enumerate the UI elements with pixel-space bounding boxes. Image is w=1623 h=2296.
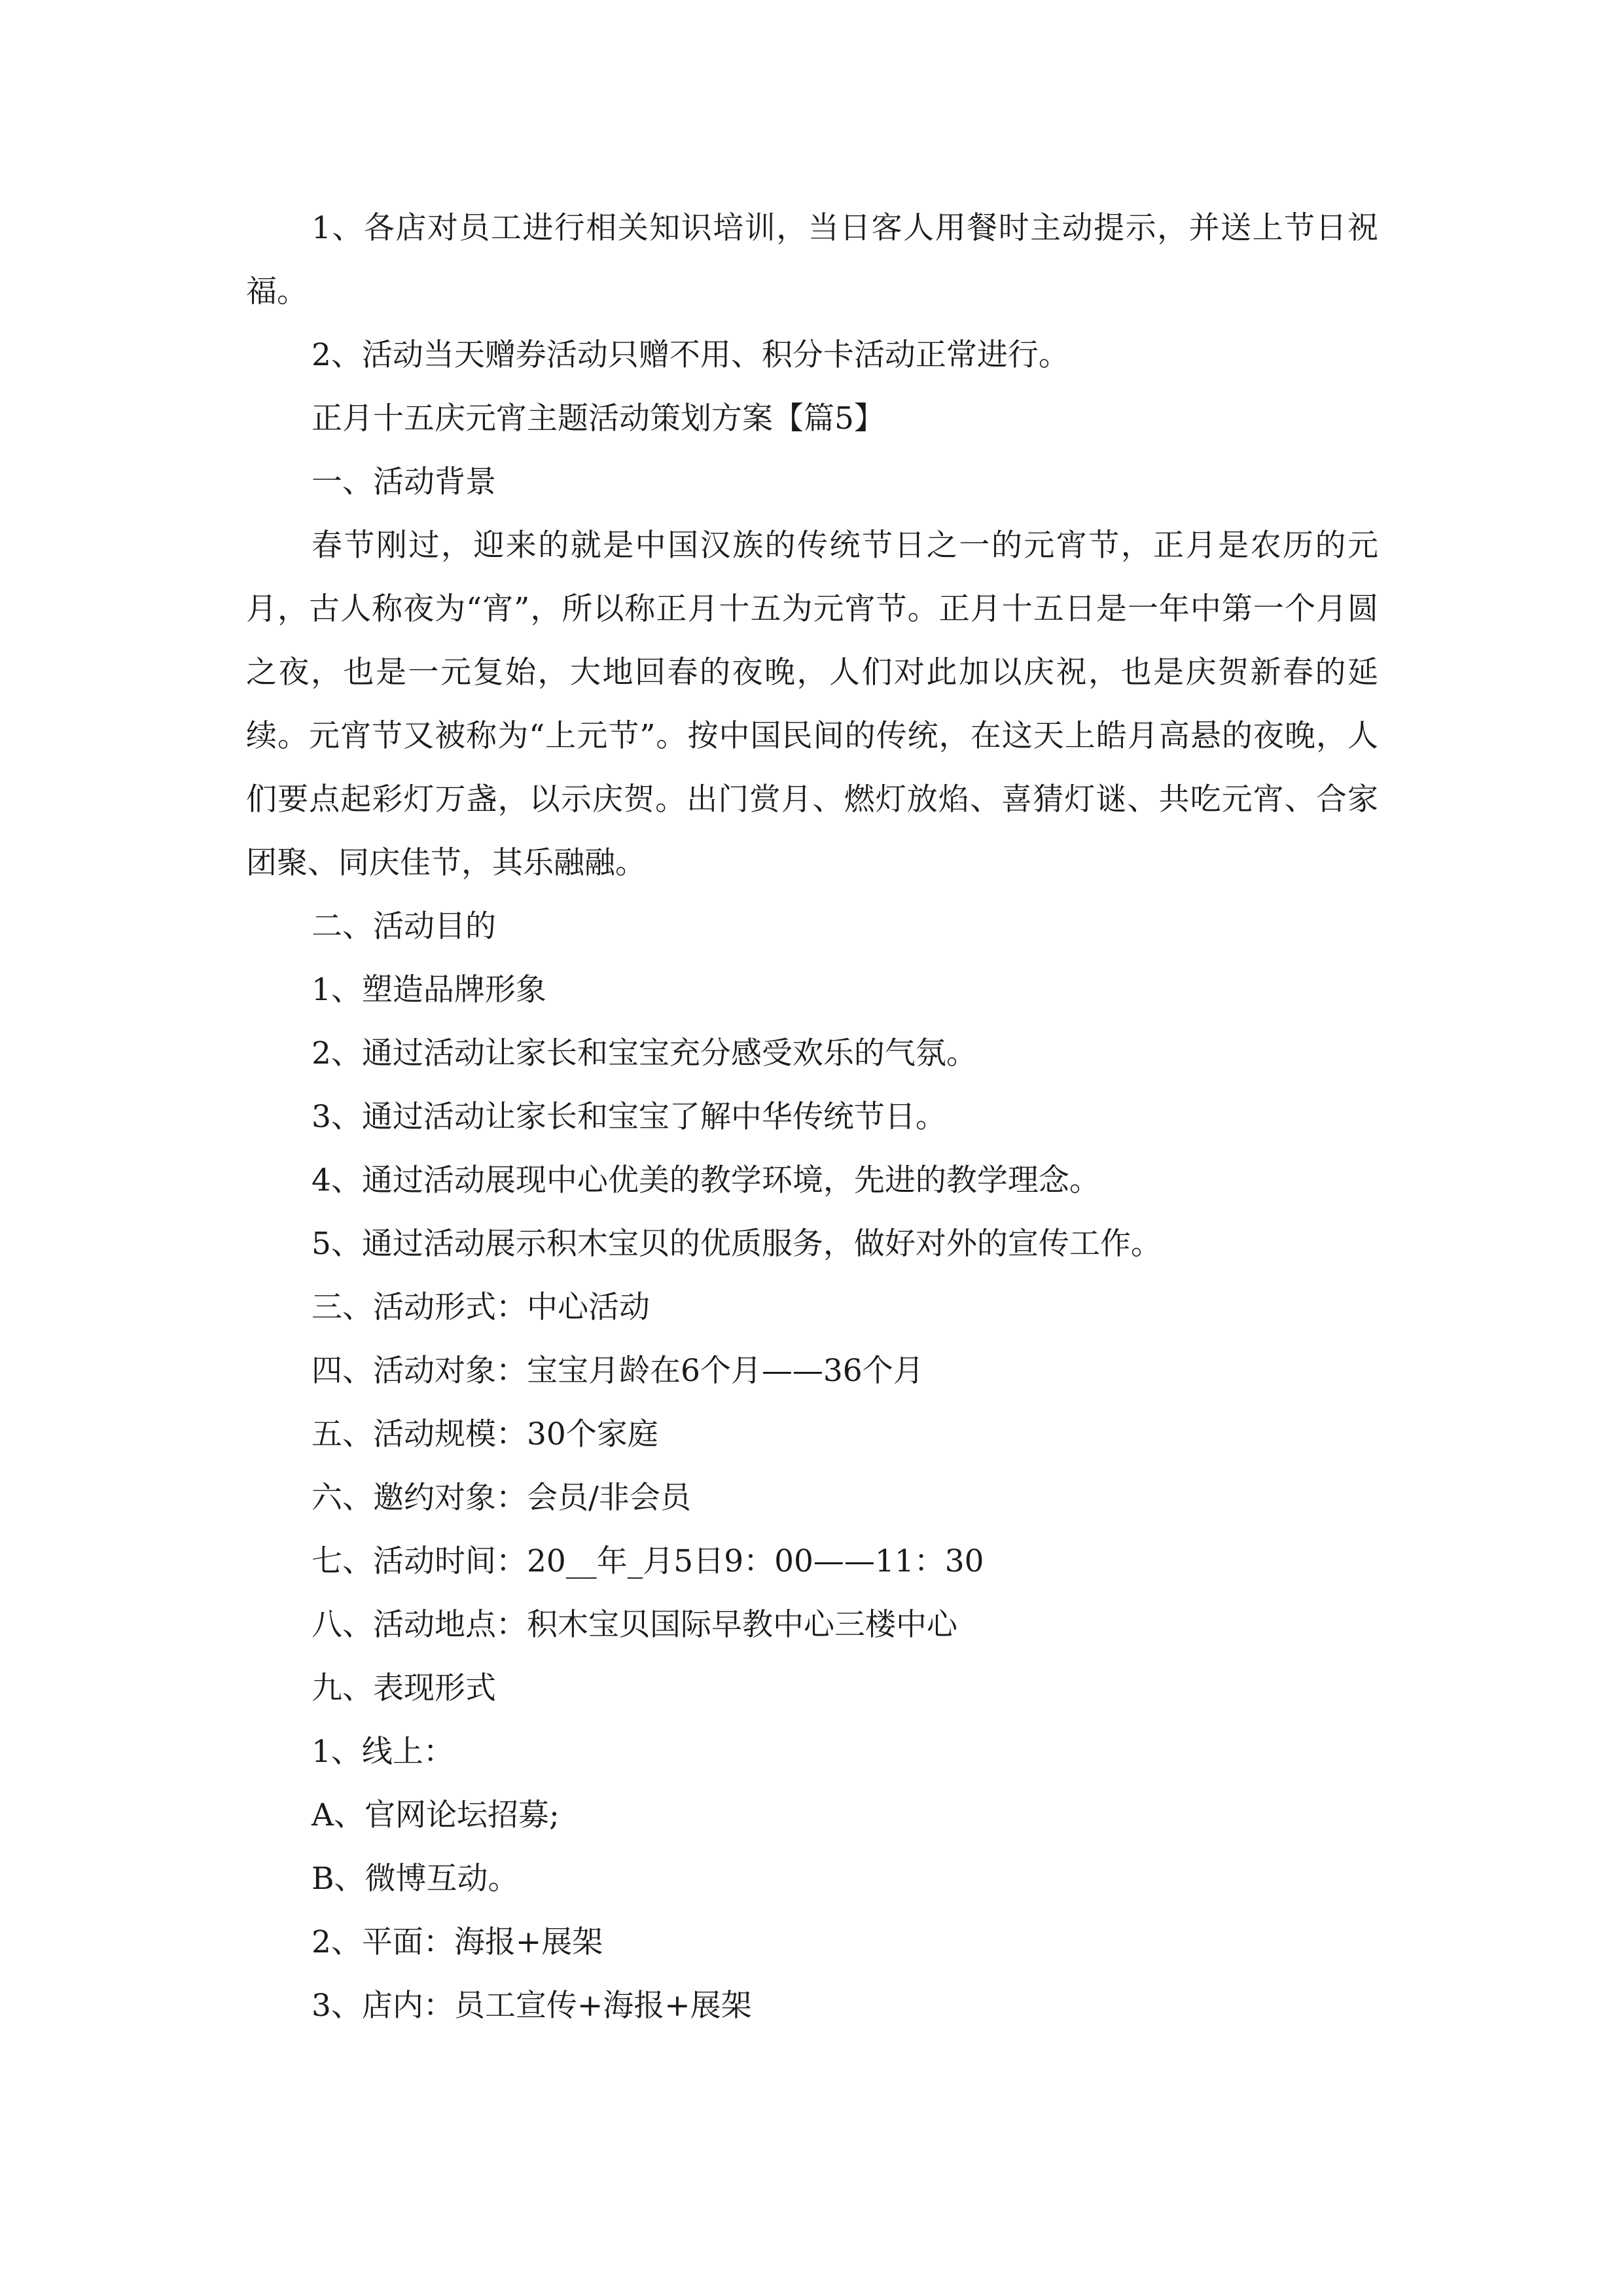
heading-scale: 五、活动规模：30个家庭 [312,1416,658,1452]
heading-location: 八、活动地点：积木宝贝国际早教中心三楼中心 [312,1607,957,1643]
document-body [246,196,1378,2037]
heading-presentation: 九、表现形式 [312,1670,496,1706]
heading-target: 四、活动对象：宝宝月龄在6个月——36个月 [312,1353,924,1389]
list-item: 4、通过活动展现中心优美的教学环境，先进的教学理念。 [312,1162,1100,1198]
list-item: 5、通过活动展示积木宝贝的优质服务，做好对外的宣传工作。 [312,1226,1162,1262]
list-item: 1、塑造品牌形象 [312,972,546,1008]
heading-format: 三、活动形式：中心活动 [312,1289,650,1325]
heading-background: 一、活动背景 [312,464,496,500]
paragraph-staff-training: 1、各店对员工进行相关知识培训，当日客人用餐时主动提示，并送上节日祝福。 [246,210,1378,310]
section-title: 正月十五庆元宵主题活动策划方案【篇5】 [312,401,885,437]
list-item: 3、通过活动让家长和宝宝了解中华传统节日。 [312,1099,946,1135]
list-item: A、官网论坛招募; [312,1797,560,1833]
list-item: B、微博互动。 [312,1861,519,1897]
line-coupon-rule: 2、活动当天赠券活动只赠不用、积分卡活动正常进行。 [312,337,1069,373]
list-item: 2、通过活动让家长和宝宝充分感受欢乐的气氛。 [312,1035,977,1071]
heading-purpose: 二、活动目的 [312,908,496,944]
list-item: 3、店内：员工宣传+海报+展架 [312,1988,752,2024]
list-item: 2、平面：海报+展架 [312,1924,603,1960]
heading-time: 七、活动时间：20__年_月5日9：00——11：30 [312,1543,984,1579]
heading-invitees: 六、邀约对象：会员/非会员 [312,1480,691,1516]
list-item: 1、线上： [312,1734,454,1770]
paragraph-background: 春节刚过，迎来的就是中国汉族的传统节日之一的元宵节，正月是农历的元月，古人称夜为“宵”，所以称正月十五为元宵节。正月十五日是一年中第一个月圆之夜，也是一元复始，大地回春的夜晚，人们对此加以庆祝，也是庆贺新春的延续。元宵节又被称为“上元节”。按中国民间的传统，在这天上皓月高悬的夜晚，人们要点起彩灯万盏，以示庆贺。出门赏月、燃灯放焰、喜猜灯谜、共吃元宵、合家团聚、同庆佳节，其乐融融。 [246,528,1378,881]
